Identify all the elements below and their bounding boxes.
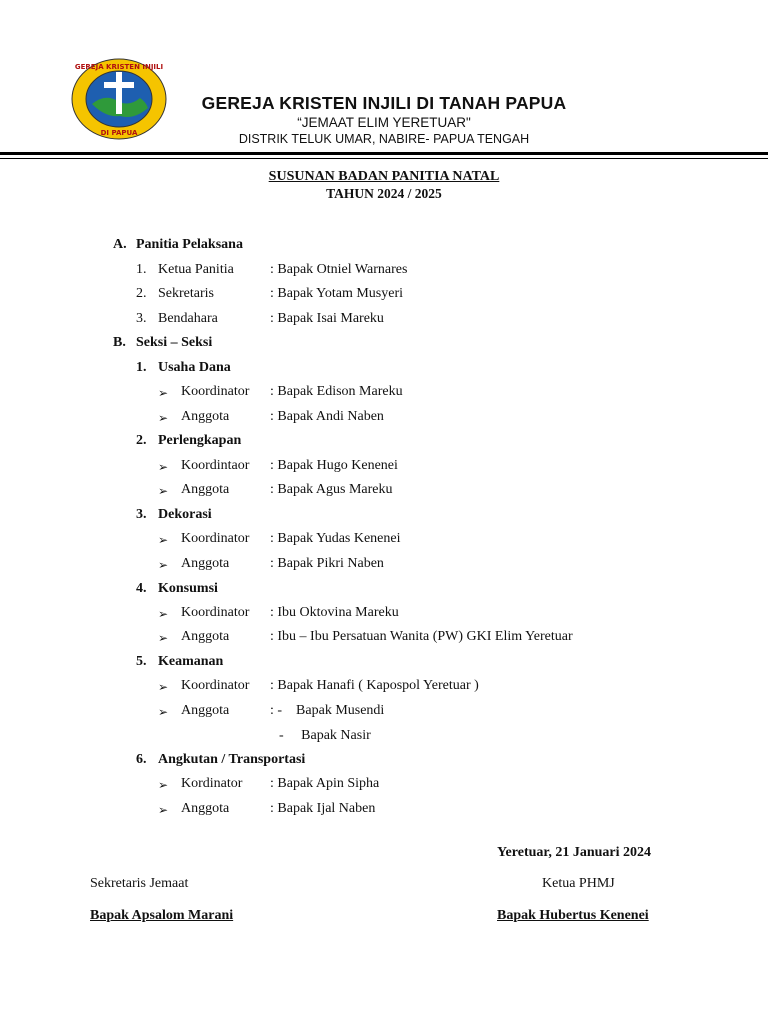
church-name: GEREJA KRISTEN INJILI DI TANAH PAPUA	[201, 93, 567, 113]
person-name: : Bapak Pikri Naben	[270, 556, 384, 571]
group-title: Perlengkapan	[158, 433, 242, 448]
person-name-extra: - Bapak Nasir	[279, 728, 371, 743]
section-a-title: Panitia Pelaksana	[136, 237, 243, 252]
section-b-title: Seksi – Seksi	[136, 335, 213, 350]
left-signatory-role: Sekretaris Jemaat	[90, 876, 189, 891]
role-label: Bendahara	[158, 311, 218, 326]
arrow-bullet-icon: ➢	[158, 533, 169, 547]
role-label: Koordinator	[181, 605, 250, 620]
role-label: Koordinator	[181, 384, 250, 399]
person-name: : Bapak Otniel Warnares	[270, 262, 408, 277]
header-divider-thick	[0, 152, 768, 155]
person-name: : Bapak Andi Naben	[270, 409, 384, 424]
role-label: Sekretaris	[158, 286, 214, 301]
person-name: : - Bapak Musendi	[270, 703, 385, 718]
arrow-bullet-icon: ➢	[158, 558, 169, 572]
group-title: Usaha Dana	[158, 360, 231, 375]
role-label: Anggota	[181, 409, 230, 424]
person-name: : Bapak Hanafi ( Kapospol Yeretuar )	[270, 678, 479, 693]
arrow-bullet-icon: ➢	[158, 705, 169, 719]
section-b-marker: B.	[113, 335, 126, 350]
group-num: 3.	[136, 507, 147, 522]
role-label: Anggota	[181, 801, 230, 816]
arrow-bullet-icon: ➢	[158, 386, 169, 400]
arrow-bullet-icon: ➢	[158, 778, 169, 792]
group-num: 6.	[136, 752, 147, 767]
group-num: 2.	[136, 433, 147, 448]
district-address: DISTRIK TELUK UMAR, NABIRE- PAPUA TENGAH	[238, 132, 530, 146]
person-name: : Bapak Ijal Naben	[270, 801, 376, 816]
congregation-name: “JEMAAT ELIM YERETUAR"	[297, 115, 471, 130]
list-item-num: 3.	[136, 311, 147, 326]
right-signatory-role: Ketua PHMJ	[542, 876, 615, 891]
document-title: SUSUNAN BADAN PANITIA NATAL	[268, 169, 500, 184]
role-label: Ketua Panitia	[158, 262, 234, 277]
person-name: : Ibu Oktovina Mareku	[270, 605, 399, 620]
person-name: : Bapak Hugo Kenenei	[270, 458, 398, 473]
group-num: 4.	[136, 581, 147, 596]
arrow-bullet-icon: ➢	[158, 631, 169, 645]
role-label: Anggota	[181, 703, 230, 718]
place-date: Yeretuar, 21 Januari 2024	[497, 845, 651, 860]
list-item-num: 2.	[136, 286, 147, 301]
person-name: : Bapak Agus Mareku	[270, 482, 393, 497]
arrow-bullet-icon: ➢	[158, 803, 169, 817]
list-item-num: 1.	[136, 262, 147, 277]
right-signatory-name: Bapak Hubertus Kenenei	[497, 908, 649, 923]
group-num: 1.	[136, 360, 147, 375]
role-label: Koordintaor	[181, 458, 250, 473]
arrow-bullet-icon: ➢	[158, 460, 169, 474]
section-a-marker: A.	[113, 237, 127, 252]
svg-text:GEREJA KRISTEN INJILI: GEREJA KRISTEN INJILI	[74, 63, 164, 71]
person-name: : Bapak Yudas Kenenei	[270, 531, 401, 546]
left-signatory-name: Bapak Apsalom Marani	[90, 908, 234, 923]
arrow-bullet-icon: ➢	[158, 607, 169, 621]
role-label: Anggota	[181, 556, 230, 571]
role-label: Anggota	[181, 629, 230, 644]
group-title: Konsumsi	[158, 581, 218, 596]
role-label: Anggota	[181, 482, 230, 497]
document-year: TAHUN 2024 / 2025	[326, 186, 442, 201]
person-name: : Bapak Isai Mareku	[270, 311, 384, 326]
person-name: : Bapak Yotam Musyeri	[270, 286, 403, 301]
group-title: Angkutan / Transportasi	[158, 752, 306, 767]
group-title: Keamanan	[158, 654, 224, 669]
group-num: 5.	[136, 654, 147, 669]
header-divider-thin	[0, 158, 768, 159]
role-label: Koordinator	[181, 678, 250, 693]
person-name: : Bapak Apin Sipha	[270, 776, 380, 791]
arrow-bullet-icon: ➢	[158, 680, 169, 694]
person-name: : Ibu – Ibu Persatuan Wanita (PW) GKI Elim Yeretuar	[270, 629, 573, 644]
group-title: Dekorasi	[158, 507, 212, 522]
role-label: Kordinator	[181, 776, 243, 791]
arrow-bullet-icon: ➢	[158, 411, 169, 425]
arrow-bullet-icon: ➢	[158, 484, 169, 498]
person-name: : Bapak Edison Mareku	[270, 384, 403, 399]
role-label: Koordinator	[181, 531, 250, 546]
svg-text:DI PAPUA: DI PAPUA	[100, 129, 138, 137]
